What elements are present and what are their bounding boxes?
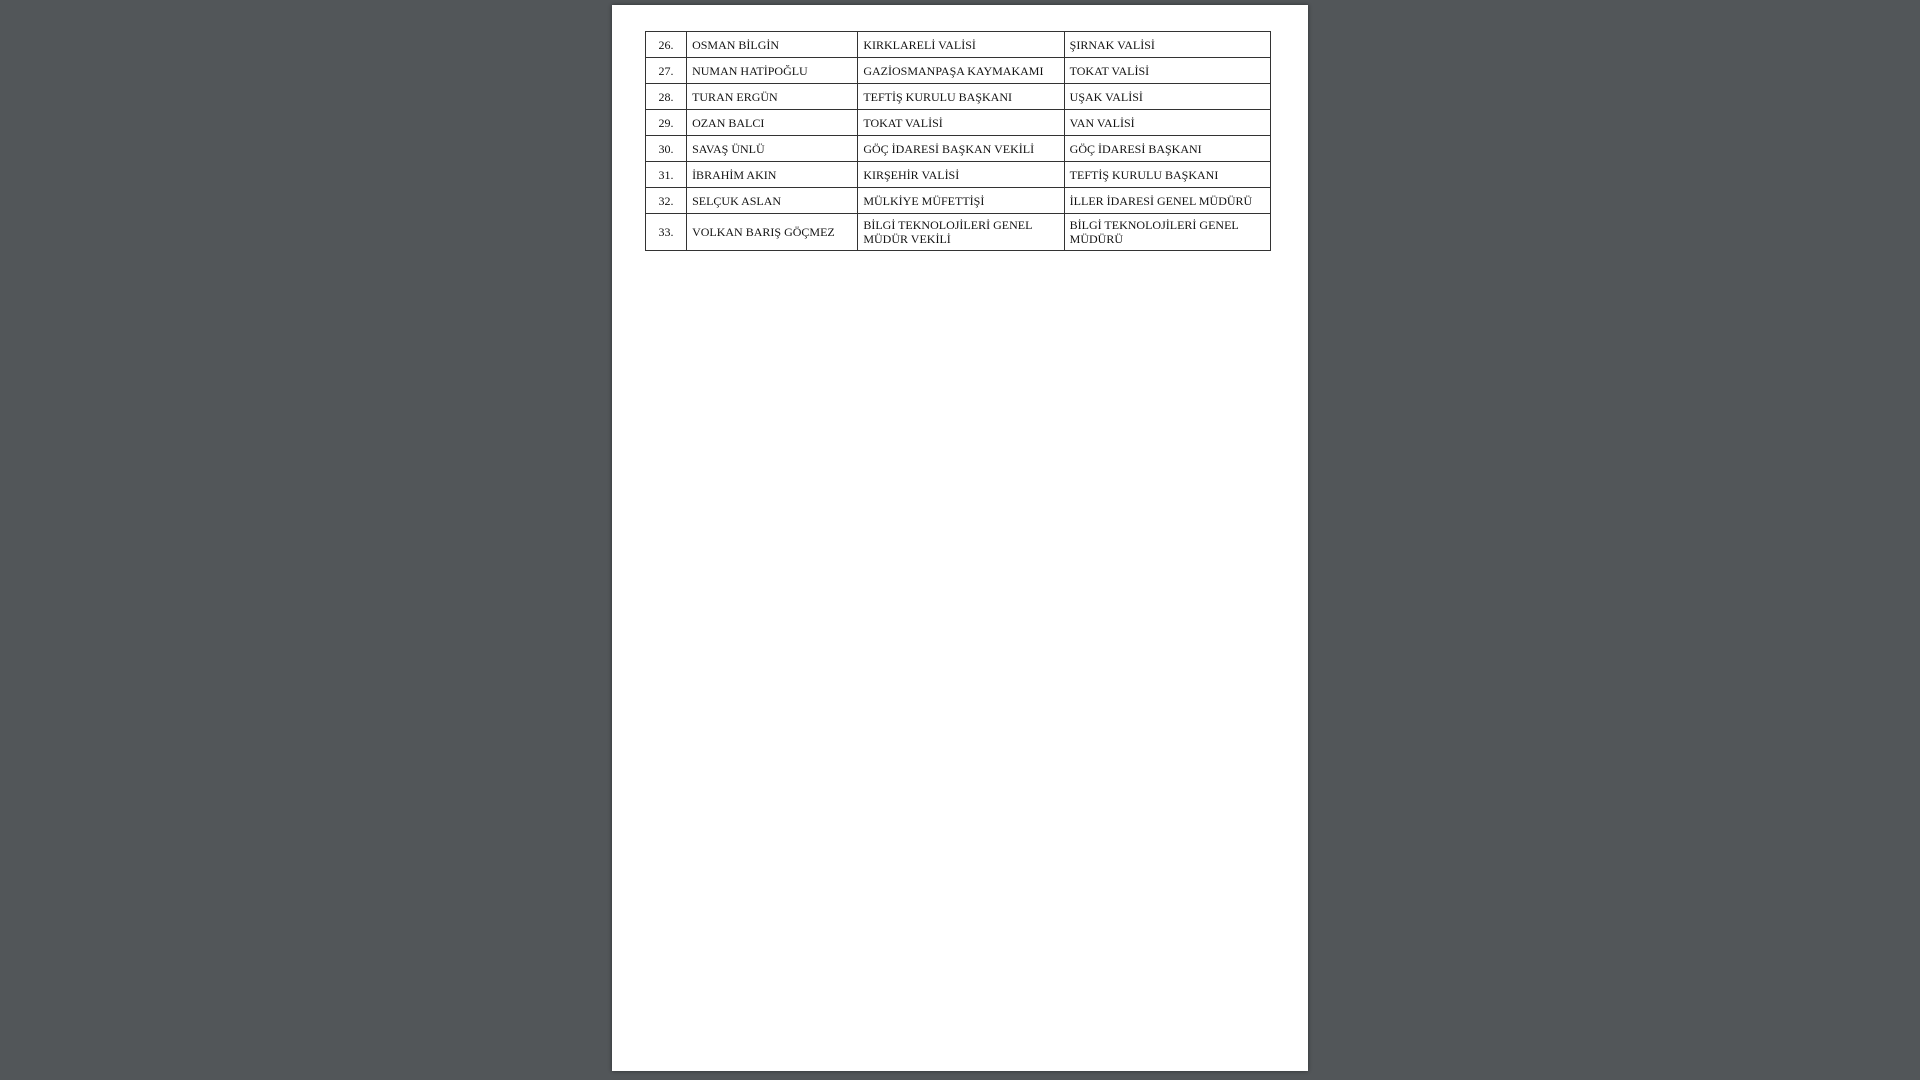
person-name: SELÇUK ASLAN <box>687 188 858 214</box>
row-number: 27. <box>646 58 687 84</box>
table-row <box>646 162 1271 188</box>
new-post: UŞAK VALİSİ <box>1064 84 1270 110</box>
person-name: SAVAŞ ÜNLÜ <box>687 136 858 162</box>
previous-post: KIRŞEHİR VALİSİ <box>858 162 1064 188</box>
table-row <box>646 214 1271 251</box>
previous-post: TEFTİŞ KURULU BAŞKANI <box>858 84 1064 110</box>
table-row <box>646 32 1271 58</box>
new-post: İLLER İDARESİ GENEL MÜDÜRÜ <box>1064 188 1270 214</box>
row-number: 26. <box>646 32 687 58</box>
table-row <box>646 110 1271 136</box>
person-name: OSMAN BİLGİN <box>687 32 858 58</box>
previous-post: GÖÇ İDARESİ BAŞKAN VEKİLİ <box>858 136 1064 162</box>
previous-post: BİLGİ TEKNOLOJİLERİ GENEL MÜDÜR VEKİLİ <box>858 214 1064 251</box>
previous-post: MÜLKİYE MÜFETTİŞİ <box>858 188 1064 214</box>
new-post: GÖÇ İDARESİ BAŞKANI <box>1064 136 1270 162</box>
person-name: VOLKAN BARIŞ GÖÇMEZ <box>687 214 858 251</box>
new-post: VAN VALİSİ <box>1064 110 1270 136</box>
row-number: 32. <box>646 188 687 214</box>
row-number: 28. <box>646 84 687 110</box>
table-row <box>646 58 1271 84</box>
person-name: TURAN ERGÜN <box>687 84 858 110</box>
table-row <box>646 188 1271 214</box>
new-post: TEFTİŞ KURULU BAŞKANI <box>1064 162 1270 188</box>
row-number: 33. <box>646 214 687 251</box>
new-post: BİLGİ TEKNOLOJİLERİ GENEL MÜDÜRÜ <box>1064 214 1270 251</box>
table-row <box>646 84 1271 110</box>
row-number: 30. <box>646 136 687 162</box>
row-number: 29. <box>646 110 687 136</box>
document-page <box>612 5 1308 1071</box>
row-number: 31. <box>646 162 687 188</box>
person-name: İBRAHİM AKIN <box>687 162 858 188</box>
appointments-table <box>645 31 1271 251</box>
previous-post: GAZİOSMANPAŞA KAYMAKAMI <box>858 58 1064 84</box>
new-post: TOKAT VALİSİ <box>1064 58 1270 84</box>
table-row <box>646 136 1271 162</box>
previous-post: TOKAT VALİSİ <box>858 110 1064 136</box>
person-name: NUMAN HATİPOĞLU <box>687 58 858 84</box>
new-post: ŞIRNAK VALİSİ <box>1064 32 1270 58</box>
previous-post: KIRKLARELİ VALİSİ <box>858 32 1064 58</box>
person-name: OZAN BALCI <box>687 110 858 136</box>
